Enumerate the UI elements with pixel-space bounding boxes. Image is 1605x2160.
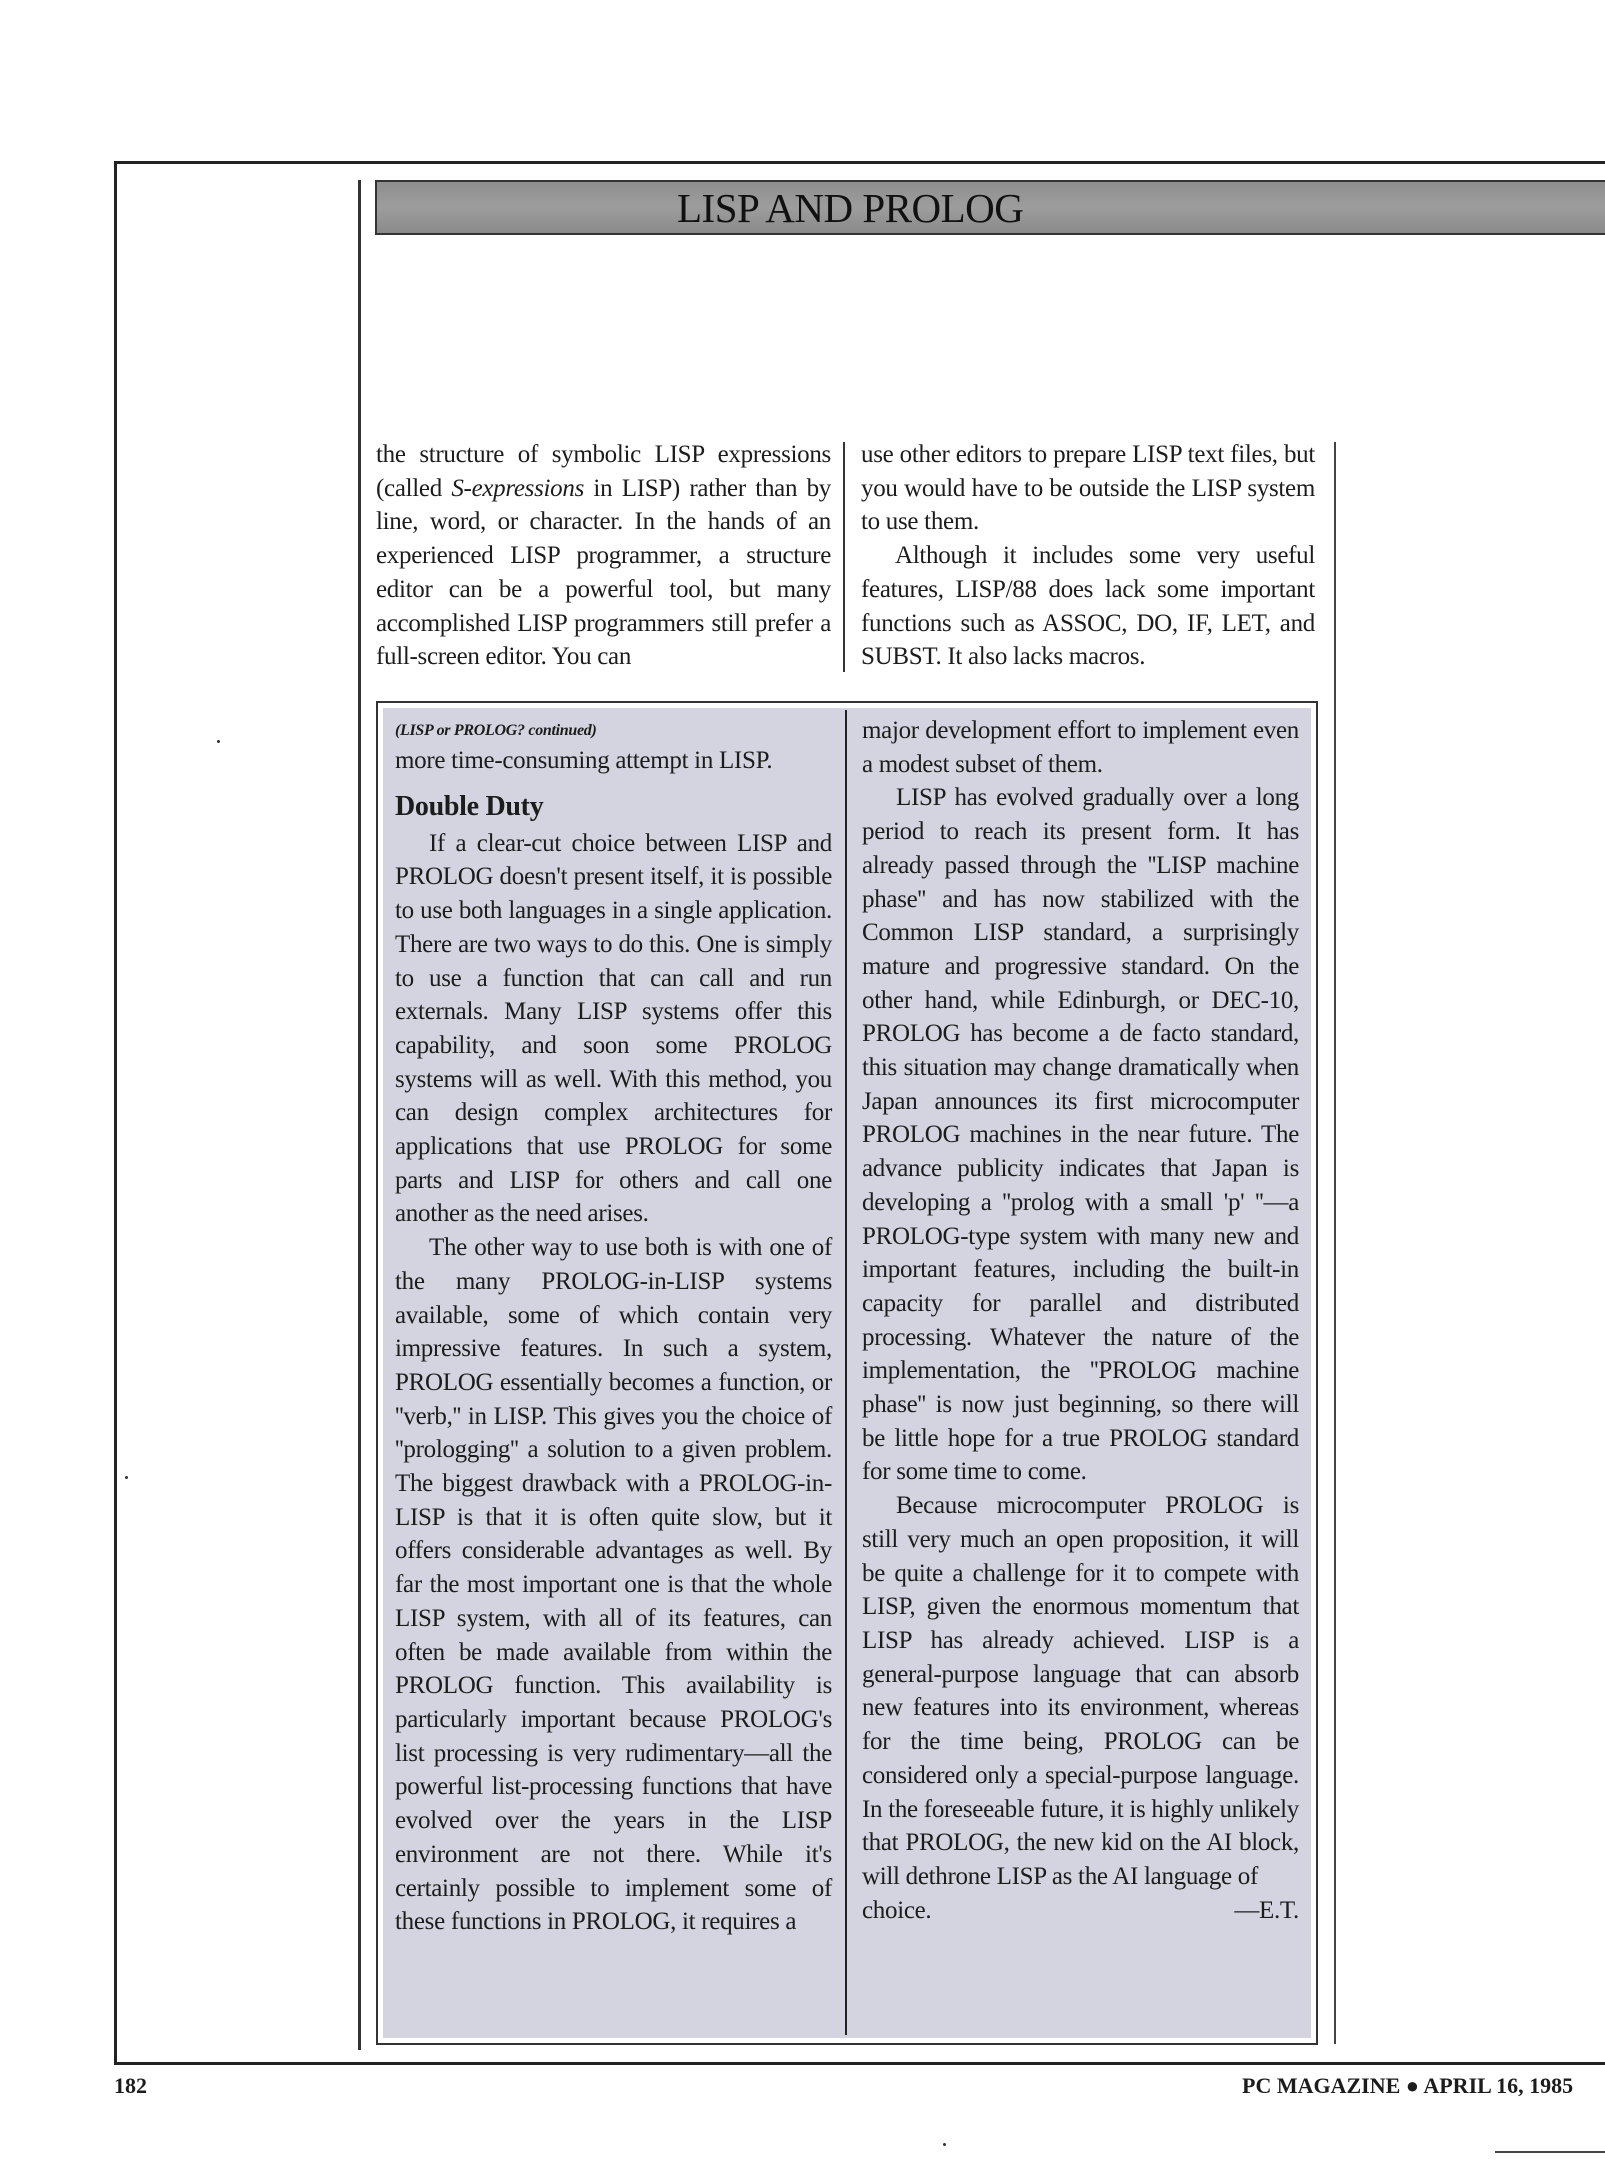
article-right-paragraph-2: Although it includes some very useful features, LISP/88 does lack some important functions such as ASSOC, DO, IF, LET, and SUBST. It also lacks macros. xyxy=(861,542,1315,671)
sidebar-left-paragraph-1: If a clear-cut choice between LISP and PROLOG doesn't present itself, it is possible to use both languages in a single application. There are two ways to do this. One is simply to use a function that can call and run externals. Many LISP systems offer this capability, and soon some PROLOG systems will as well. With this method, you can design complex architectures for applications that use PROLOG for some parts and LISP for others and call one another as the need arises. xyxy=(395,829,832,1228)
article-right-paragraph-1: use other editors to prepare LISP text files, but you would have to be outside the LISP system to use them. xyxy=(861,441,1315,536)
sidebar-lead-text: more time-consuming attempt in LISP. xyxy=(395,747,773,774)
scan-speck xyxy=(125,1476,128,1479)
article-column-right xyxy=(861,438,1315,674)
closing-word: choice. xyxy=(862,1896,932,1924)
sidebar-column-left xyxy=(395,714,832,1939)
article-left-paragraph: the structure of symbolic LISP expressions (called S-expressions in LISP) rather than by line, word, or character. In the hands of an experienced LISP programmer, a structure editor can be a powerful tool, but many accomplished LISP programmers still prefer a full-screen editor. You can xyxy=(376,441,831,671)
column-divider xyxy=(843,442,845,672)
magazine-date-line: PC MAGAZINE ● APRIL 16, 1985 xyxy=(1242,2073,1574,2098)
right-vertical-rule xyxy=(1334,442,1336,2044)
sidebar-right-lead: major development effort to implement even a modest subset of them. xyxy=(862,717,1299,778)
left-vertical-rule xyxy=(358,180,361,2050)
scan-speck xyxy=(217,740,220,743)
sidebar-left-paragraph-2: The other way to use both is with one of the many PROLOG-in-LISP systems available, some of which contain very impressive features. In such a system, PROLOG essentially becomes a function, or ''verb,'' in LISP. This gives you the choice of ''prologging'' a solution to a given problem. The biggest drawback with a PROLOG-in-LISP is that it is often quite slow, but it offers considerable advantages as well. By far the most important one is that the whole LISP system, with all of its features, can often be made available from within the PROLOG function. This availability is particularly important because PROLOG's list processing is very rudimentary—all the powerful list-processing functions that have evolved over the years in the LISP environment are not there. While it's certainly possible to implement some of these functions in PROLOG, it requires a xyxy=(395,1234,832,1936)
sidebar-subhead: Double Duty xyxy=(395,790,544,822)
sidebar-column-right xyxy=(862,714,1299,1927)
sidebar-column-divider xyxy=(845,710,847,2035)
continued-label: (LISP or PROLOG? continued) xyxy=(395,722,597,739)
sidebar-right-paragraph-2: Because microcomputer PROLOG is still very much an open proposition, it will be quite a challenge for it to compete with LISP, given the enormous momentum that LISP has already achieved. LISP is a general-purpose language that can absorb new features into its environment, whereas for the time being, PROLOG can be considered only a special-purpose language. In the foreseeable future, it is highly unlikely that PROLOG, the new kid on the AI block, will dethrone LISP as the AI language of xyxy=(862,1492,1299,1890)
page-number: 182 xyxy=(114,2073,147,2098)
scan-speck xyxy=(943,2143,946,2146)
section-header-bar xyxy=(375,180,1605,235)
corner-rule xyxy=(1495,2151,1605,2153)
sidebar-closing-line xyxy=(862,1894,1299,1928)
author-signature: —E.T. xyxy=(1234,1896,1299,1924)
section-title: LISP AND PROLOG xyxy=(677,185,1024,231)
article-column-left xyxy=(376,438,831,674)
sidebar-right-paragraph-1: LISP has evolved gradually over a long period to reach its present form. It has already passed through the ''LISP machine phase'' and has now stabilized with the Common LISP standard, a surprisingly mature and progressive standard. On the other hand, while Edinburgh, or DEC-10, PROLOG has become a de facto standard, this situation may change dramatically when Japan announces its first microcomputer PROLOG machines in the near future. The advance publicity indicates that Japan is developing a ''prolog with a small 'p' ''—a PROLOG-type system with many new and important features, including the built-in capacity for parallel and distributed processing. Whatever the nature of the implementation, the ''PROLOG machine phase'' is now just beginning, so there will be little hope for a true PROLOG standard for some time to come. xyxy=(862,784,1299,1486)
